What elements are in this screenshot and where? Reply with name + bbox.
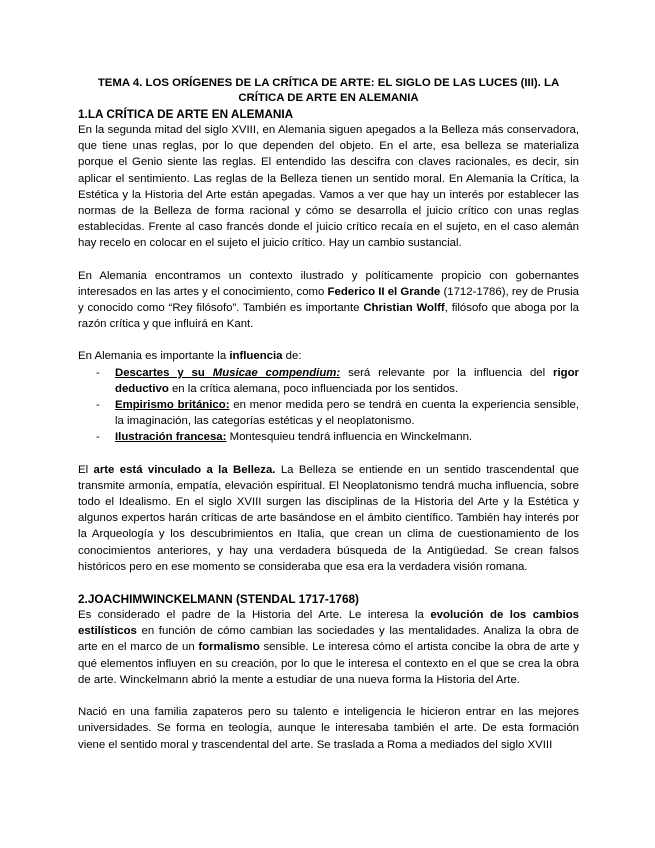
text-run: El [78,463,94,476]
document-title: TEMA 4. LOS ORÍGENES DE LA CRÍTICA DE ARTE: EL SIGLO DE LAS LUCES (III). LA CRÍTICA DE ARTE EN ALEMANIA [97,77,560,104]
bold-term-influencia: influencia [229,350,283,363]
section-1-heading: 1.LA CRÍTICA DE ARTE EN ALEMANIA [78,107,294,121]
bullet-dash: - [96,399,100,412]
text-run: en la crítica alemana, poco influenciada por los sentidos. [168,382,459,395]
text-run: Montesquieu tendrá influencia en Winckelmann. [226,431,473,444]
list-item [78,365,579,397]
text-run: será relevante por la influencia del [340,366,554,379]
bold-term-arte-belleza: arte está vinculado a la Belleza. [93,463,276,476]
text-run: en función de cómo cambian las sociedades y las mentalidades. Analiza la obra de arte en el marco de un [78,625,579,654]
list-item-lead [115,367,340,379]
bold-term-rigor: rigor deductivo [115,366,579,395]
text-run: (1712-1786), rey de Prusia y conocido como “Rey filósofo”. También es importante [78,285,579,315]
bullet-dash: - [96,431,100,444]
text-run: En Alemania es importante la [78,350,230,363]
text-run: La Belleza se entiende en un sentido trascendental que transmite armonía, empatía, elevación espiritual. El Neoplatonismo tendrá mucha influencia, sobre todo el Idealismo. En el siglo XVIII surgen las disciplinas de la Historia del Arte y la Estética y algunos expertos harán críticas de arte basándose en el ámbito científico. También hay interés por la Arqueología y los descubrimientos en Italia, que crean un clima de cuestionamiento de los conocimientos anteriores, y hay una verdadera búsqueda de la Antigüedad. Se crean falsos históricos pero en ese momento se consideraba que esa era la verdadera visión romana. [78,463,579,573]
bold-term-wolff: Christian Wolff [363,302,445,315]
section-1-paragraph-4 [78,462,579,575]
section-2-paragraph-2: Nació en una familia zapateros pero su talento e inteligencia le hicieron entrar en las mejores universidades. Se forma en teología, aunque le interesaba también el arte. De esta formación viene el sentido moral y trascendental del arte. Se traslada a Roma a mediados del siglo XVIII [78,706,579,751]
section-1-paragraph-1: En la segunda mitad del siglo XVIII, en Alemania siguen apegados a la Belleza más conservadora, que tiene unas reglas, por lo que dependen del objeto. En el arte, esa belleza se materializa porque el Genio siente las reglas. El entendido las descifra con claves racionales, es decir, sin aplicar el sentimiento. Las reglas de la Belleza tienen un sentido moral. En Alemania la Crítica, la Estética y la Historia del Arte están apegadas. Vamos a ver que hay un interés por establecer las normas de la Belleza de forma racional y cómo se desarrolla el juicio crítico con unas reglas establecidas. Frente al caso francés donde el juicio crítico recaía en el sujeto, en el caso alemán hay recelo en colocar en el sujeto el juicio crítico. Hay un cambio sustancial. [78,124,579,250]
text-run: Descartes y su [115,366,213,379]
bold-term-formalismo: formalismo [198,641,260,654]
list-item [78,429,579,445]
list-item-lead: Empirismo británico: [115,399,230,412]
text-run: , filósofo que aboga por la razón crítica y que influirá en Kant. [78,302,579,331]
section-1-paragraph-3 [78,348,579,364]
section-2-heading: 2.JOACHIMWINCKELMANN (STENDAL 1717-1768) [78,592,359,607]
bold-term-evolucion: evolución de los cambios estilísticos [78,609,579,638]
bold-term-federico: Federico II el Grande [327,285,441,298]
list-item-lead: Ilustración francesa: [115,431,227,444]
influence-list [78,365,579,446]
text-run: de: [282,350,302,363]
bullet-dash: - [96,366,100,379]
list-item [78,397,579,429]
text-run: Es considerado el padre de la Historia del Arte. Le interesa la [78,609,431,622]
text-run: En Alemania encontramos un contexto ilustrado y políticamente propicio con gobernantes interesados en las artes y el conocimiento, como [78,269,579,298]
text-run: sensible. Le interesa cómo el artista concibe la obra de arte y qué elementos influyen en su creación, por lo que le interesa el contexto en el que se crea la obra de arte. Winckelmann abrió la mente a estudiar de una nueva forma la Historia del Arte. [78,641,580,686]
section-2-paragraph-1 [78,607,579,688]
italic-title: Musicae compendium: [212,366,341,379]
text-run: en menor medida pero se tendrá en cuenta la experiencia sensible, la imaginación, las categorías estéticas y el neoplatonismo. [115,399,579,428]
section-1-paragraph-2 [78,268,579,333]
